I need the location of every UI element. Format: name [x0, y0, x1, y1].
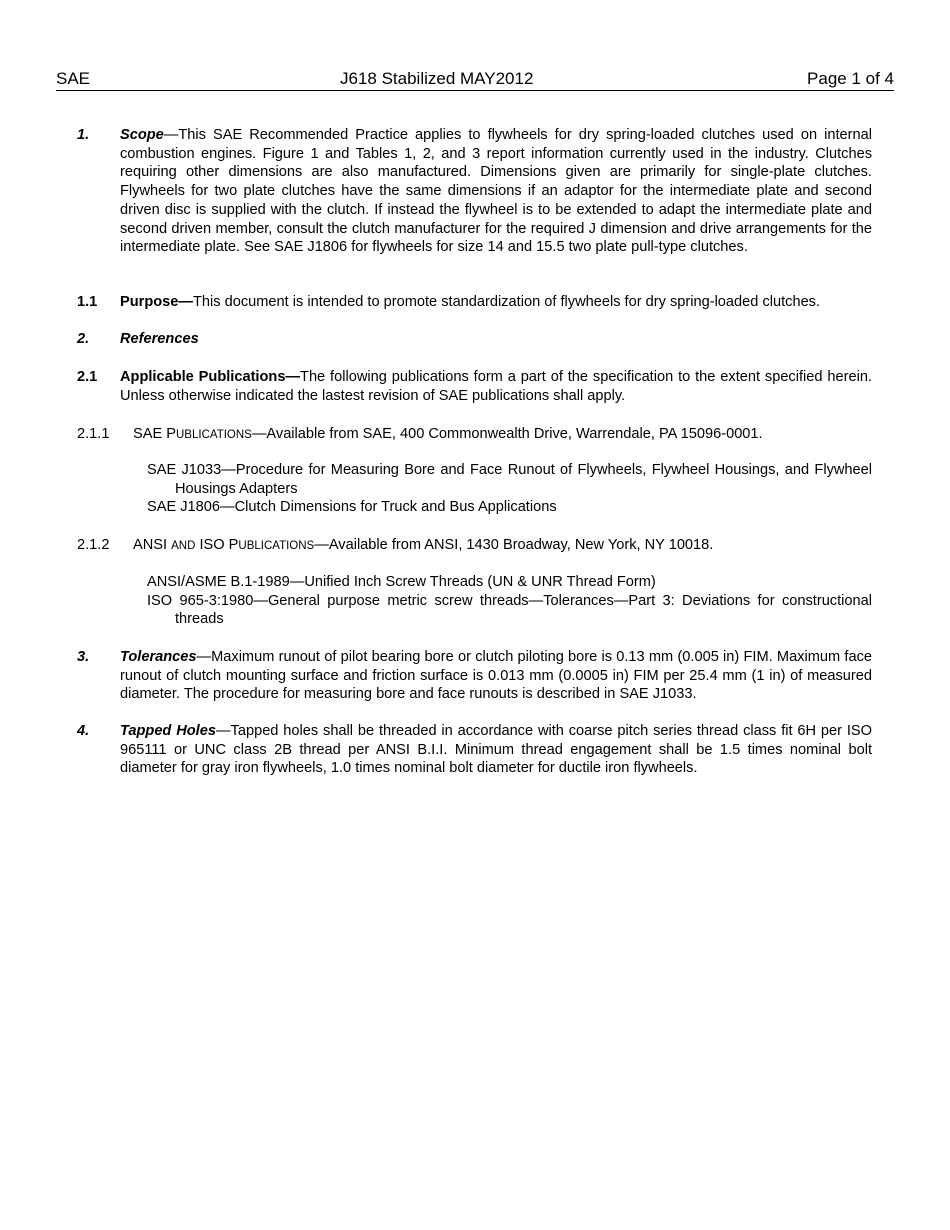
- page-header: [56, 68, 894, 91]
- section-text: Maximum runout of pilot bearing bore or clutch piloting bore is 0.13 mm (0.005 in) FIM. Maximum face runout of clutch mounting surface and friction surface is 0.013 mm (0.0005 in) FIM per 25.4 mm (1 in) of measured diameter. The procedure for measuring bore and face runouts is described in SAE J1033.: [120, 649, 872, 703]
- section-references: [77, 330, 872, 349]
- section-applicable-publications: [77, 368, 872, 405]
- section-title: Purpose—: [120, 294, 193, 310]
- section-body: [120, 368, 872, 405]
- section-separator: —: [163, 127, 179, 143]
- header-page-number: Page 1 of 4: [807, 69, 894, 88]
- section-title: Tapped Holes: [120, 723, 216, 739]
- list-item: SAE J1033—Procedure for Measuring Bore and Face Runout of Flywheels, Flywheel Housings, and Flywheel Housings Adapters: [147, 462, 872, 497]
- section-label: ANSI: [133, 537, 172, 553]
- section-tolerances: [77, 648, 872, 704]
- section-label-smallcaps: UBLICATIONS: [238, 540, 315, 552]
- section-body: [120, 648, 872, 704]
- section-number: 2.: [77, 331, 90, 347]
- section-number: 4.: [77, 723, 90, 739]
- section-body: [133, 425, 872, 445]
- list-item: ISO 965-3:1980—General purpose metric screw threads—Tolerances—Part 3: Deviations for constructional threads: [147, 592, 872, 628]
- section-title: Tolerances: [120, 649, 197, 665]
- section-sae-publications: [77, 425, 872, 445]
- section-title: Scope: [120, 127, 164, 143]
- section-number: 1.: [77, 127, 90, 143]
- section-text: Tapped holes shall be threaded in accordance with coarse pitch series thread class fit 6H per ISO 965111 or UNC class 2B thread per ANSI B.I.I. Minimum thread engagement shall be 1.5 times nominal bolt diameter for gray iron flywheels, 1.0 times nominal bolt diameter for ductile iron flywheels.: [120, 723, 872, 777]
- section-label: SAE P: [133, 426, 176, 442]
- section-body: [120, 722, 872, 778]
- section-text: —Available from ANSI, 1430 Broadway, New York, NY 10018.: [314, 537, 714, 553]
- section-body: [120, 293, 872, 312]
- section-label-smallcaps: UBLICATIONS: [176, 429, 252, 441]
- section-separator: —: [215, 723, 231, 739]
- section-number: 2.1.1: [77, 426, 110, 442]
- section-purpose: [77, 293, 872, 312]
- section-body: [120, 126, 872, 257]
- section-label-smallcaps: AND: [171, 540, 196, 552]
- sae-reference-list: [147, 461, 872, 517]
- section-label: ISO P: [195, 537, 239, 553]
- section-scope: [77, 126, 872, 257]
- section-text: —Available from SAE, 400 Commonwealth Drive, Warrendale, PA 15096-0001.: [251, 426, 763, 442]
- section-number: 3.: [77, 649, 90, 665]
- list-item: SAE J1806—Clutch Dimensions for Truck and Bus Applications: [147, 499, 557, 516]
- section-title: Applicable Publications—: [120, 369, 301, 385]
- section-body: [133, 536, 872, 556]
- section-ansi-iso-publications: [77, 536, 872, 556]
- section-text: The following publications form a part of the specification to the extent specified herein. Unless otherwise indicated the lastest revision of SAE publications shall apply.: [120, 369, 872, 404]
- list-item: ANSI/ASME B.1-1989—Unified Inch Screw Threads (UN & UNR Thread Form): [147, 574, 656, 590]
- section-tapped-holes: [77, 722, 872, 778]
- section-title: References: [120, 331, 199, 347]
- section-body: [120, 330, 872, 349]
- section-number: 2.1.2: [77, 537, 110, 553]
- section-separator: —: [196, 649, 212, 665]
- ansi-reference-list: [147, 573, 872, 629]
- section-text: This document is intended to promote standardization of flywheels for dry spring-loaded clutches.: [192, 294, 821, 310]
- section-number: 2.1: [77, 369, 98, 385]
- header-document-id: J618 Stabilized MAY2012: [340, 69, 534, 88]
- section-number: 1.1: [77, 294, 98, 310]
- section-text: This SAE Recommended Practice applies to flywheels for dry spring-loaded clutches used on internal combustion engines. Figure 1 and Tables 1, 2, and 3 report information currently used in the industry. Clutches requiring other dimensions are also manufactured. Dimensions given are primarily for single-plate clutches. Flywheels for two plate clutches have the same dimensions if an adaptor for the intermediate plate and second driven disc is supplied with the clutch. If instead the flywheel is to be extended to adapt the intermediate plate and second driven member, consult the clutch manufacturer for the required J dimension and drive arrangements for the intermediate plate. See SAE J1806 for flywheels for size 14 and 15.5 two plate pull-type clutches.: [120, 127, 872, 256]
- header-org: SAE: [56, 69, 91, 88]
